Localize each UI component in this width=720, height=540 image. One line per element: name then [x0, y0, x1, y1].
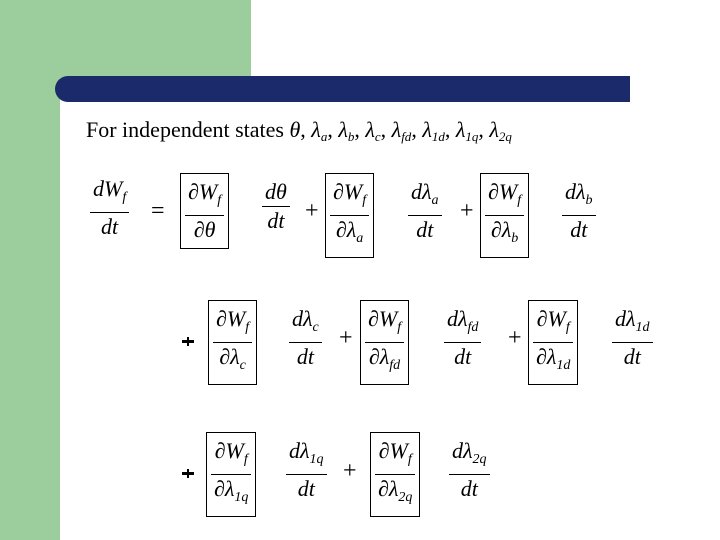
- plus-sign: +: [343, 458, 357, 484]
- partial-Wf-lambda-1d: $\partial W_f$ $\partial\lambda_{1d}$: [528, 300, 578, 385]
- plus-sign: +: [460, 198, 474, 224]
- partial-Wf-lambda-2q: $\partial W_f$ $\partial\lambda_{2q}$: [370, 432, 420, 517]
- dlambda-2q-dt: $d\lambda_{2q}$ dt: [449, 437, 490, 503]
- dlambda-c-dt: $d\lambda_c$ dt: [289, 305, 322, 371]
- partial-Wf-lambda-b: $\partial W_f$ $\partial\lambda_b$: [480, 173, 529, 258]
- plus-sign: +: [339, 325, 353, 351]
- dlambda-1d-dt: $d\lambda_{1d}$ dt: [612, 305, 653, 371]
- plus-mark: [182, 472, 194, 475]
- decor-green-left: [0, 0, 60, 540]
- partial-Wf-lambda-c: $\partial W_f$ $\partial\lambda_c$: [208, 300, 257, 385]
- lhs-dWf-dt: $dW_f$ dt: [90, 175, 129, 241]
- plus-mark: [182, 340, 194, 343]
- partial-Wf-lambda-a: $\partial W_f$ $\partial\lambda_a$: [325, 173, 374, 258]
- slide-heading: For independent states θ, $\lambda_a$, $\lambda_b$, $\lambda_c$, $\lambda_{fd}$, $\lambda_{1d}$, $\lambda_{1q}$, $\lambda_{2q}$: [86, 117, 512, 144]
- equals-sign: =: [151, 198, 165, 224]
- plus-sign: +: [508, 325, 522, 351]
- dtheta-dt: dθ dt: [262, 178, 290, 235]
- partial-Wf-theta: $\partial W_f$ ∂θ: [180, 173, 229, 249]
- title-bar: [55, 76, 630, 102]
- plus-sign: +: [305, 198, 319, 224]
- partial-Wf-lambda-fd: $\partial W_f$ $\partial\lambda_{fd}$: [360, 300, 409, 385]
- dlambda-b-dt: $d\lambda_b$ dt: [562, 178, 596, 244]
- dlambda-a-dt: $d\lambda_a$ dt: [408, 178, 442, 244]
- dlambda-1q-dt: $d\lambda_{1q}$ dt: [286, 437, 327, 503]
- partial-Wf-lambda-1q: $\partial W_f$ $\partial\lambda_{1q}$: [206, 432, 256, 517]
- dlambda-fd-dt: $d\lambda_{fd}$ dt: [444, 305, 481, 371]
